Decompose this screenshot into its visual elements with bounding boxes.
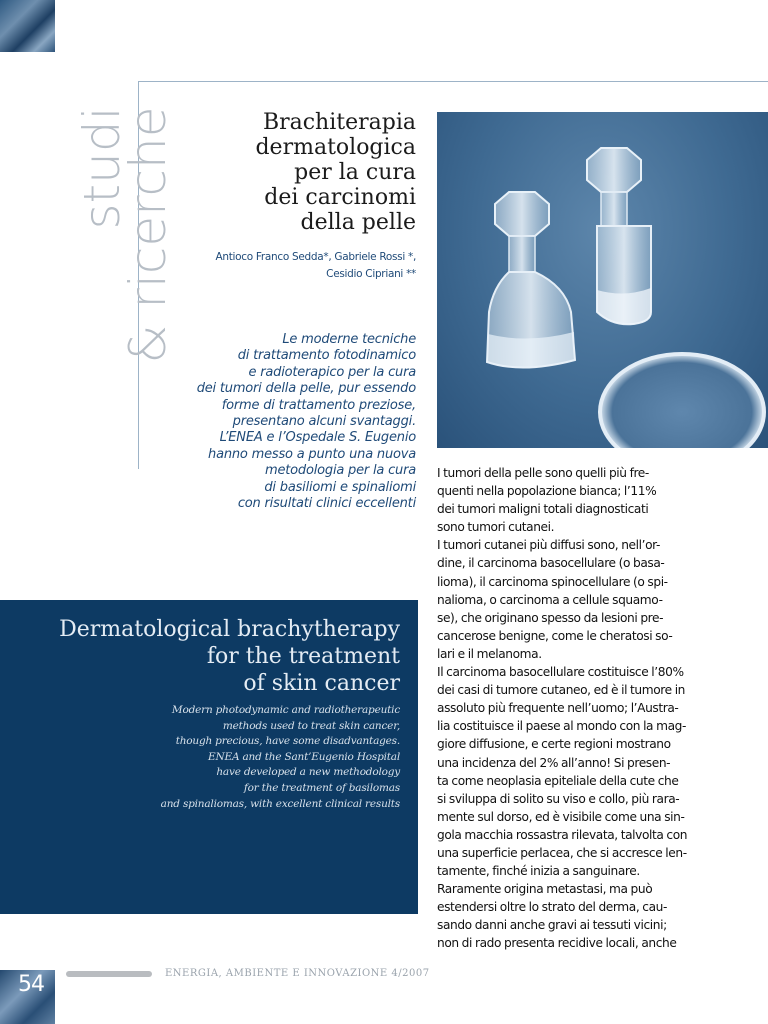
body-line: mente sul dorso, ed è visibile come una sin- <box>437 809 685 824</box>
authors-line: Antioco Franco Sedda*, Gabriele Rossi *, <box>215 251 416 263</box>
top-rule <box>138 81 768 82</box>
english-abstract-line: though precious, have some disadvantages. <box>175 735 400 748</box>
body-line: lari e il melanoma. <box>437 646 542 661</box>
footer-bar <box>66 971 152 977</box>
body-line: estendersi oltre lo strato del derma, cau- <box>437 900 667 915</box>
abstract-line: con risultati clinici eccellenti <box>237 496 416 512</box>
english-abstract-line: ENEA and the Sant’Eugenio Hospital <box>208 750 400 763</box>
abstract-line: dei tumori della pelle, pur essendo <box>196 381 416 397</box>
english-abstract <box>100 703 400 812</box>
english-title-line: for the treatment <box>206 644 400 669</box>
body-line: se), che originano spesso da lesioni pre- <box>437 610 664 625</box>
body-line: cancerose benigne, come le cheratosi so- <box>437 628 673 643</box>
abstract-line: forme di trattamento preziose, <box>221 397 416 413</box>
left-vial-neck <box>509 236 535 272</box>
body-line: sono tumori cutanei. <box>437 520 555 535</box>
vials-photo <box>437 112 768 448</box>
section-label <box>73 106 177 364</box>
body-line: gola macchia rossastra rilevata, talvolta con <box>437 827 688 842</box>
abstract-line: metodologia per la cura <box>265 463 416 479</box>
body-line: I tumori della pelle sono quelli più fre- <box>437 466 649 480</box>
abstract-line: e radioterapico per la cura <box>248 364 416 380</box>
title-line: della pelle <box>300 210 416 235</box>
article-title <box>166 110 416 235</box>
left-vial-cap <box>495 192 549 236</box>
authors <box>166 249 416 283</box>
abstract-line: presentano alcuni svantaggi. <box>232 414 416 430</box>
section-label-line2: & ricerche <box>119 106 177 364</box>
abstract-line: Le moderne tecniche <box>282 332 416 347</box>
vials-illustration <box>437 112 768 448</box>
english-title-line: of skin cancer <box>243 671 400 696</box>
body-line: ta come neoplasia epiteliale della cute che <box>437 773 679 788</box>
body-line: una superficie perlacea, che si accresce len- <box>437 845 687 860</box>
body-line: lioma), il carcinoma spinocellulare (o spi- <box>437 574 668 589</box>
journal-footer: ENERGIA, AMBIENTE E INNOVAZIONE 4/2007 <box>165 968 430 979</box>
right-vial-cap <box>587 148 641 192</box>
english-title <box>10 616 400 697</box>
italian-abstract <box>146 332 416 512</box>
body-line: dine, il carcinoma basocellulare (o basa- <box>437 556 665 571</box>
title-line: dermatologica <box>255 135 416 160</box>
authors-line: Cesidio Cipriani ** <box>326 268 416 280</box>
body-line: lia costituisce il paese al mondo con la mag- <box>437 719 686 734</box>
corner-photo-top <box>0 0 55 52</box>
english-abstract-line: Modern photodynamic and radiotherapeutic <box>171 704 400 716</box>
body-line: tamente, finché inizia a sanguinare. <box>437 864 640 879</box>
english-abstract-line: methods used to treat skin cancer, <box>222 719 400 732</box>
abstract-line: di trattamento fotodinamico <box>237 348 416 364</box>
english-summary-box <box>0 600 418 914</box>
body-line: I tumori cutanei più diffusi sono, nell’or- <box>437 538 660 553</box>
right-vial-neck <box>601 192 627 226</box>
abstract-line: L’ENEA e l’Ospedale S. Eugenio <box>219 430 416 446</box>
body-text <box>437 464 695 953</box>
body-line: non di rado presenta recidive locali, anche <box>437 936 677 951</box>
abstract-line: di basiliomi e spinaliomi <box>264 479 416 495</box>
title-line: dei carcinomi <box>264 185 416 210</box>
english-title-line: Dermatological brachytherapy <box>59 617 400 642</box>
page-number: 54 <box>18 972 44 997</box>
title-line: per la cura <box>294 160 416 185</box>
body-line: dei tumori maligni totali diagnosticati <box>437 502 649 517</box>
body-line: nalioma, o carcinoma a cellule squamo- <box>437 592 663 607</box>
body-line: sando danni anche gravi ai tessuti vicini; <box>437 918 667 933</box>
section-label-line1: studi <box>73 106 131 230</box>
body-line: dei casi di tumore cutaneo, ed è il tumore in <box>437 683 685 698</box>
body-line: si sviluppa di solito su viso e collo, più rara- <box>437 791 680 806</box>
body-line: una incidenza del 2% all’anno! Si presen- <box>437 755 671 770</box>
abstract-line: hanno messo a punto una nuova <box>208 446 416 462</box>
body-line: Raramente origina metastasi, ma può <box>437 882 653 897</box>
body-line: assoluto più frequente nell’uomo; l’Austra- <box>437 701 679 716</box>
body-line: Il carcinoma basocellulare costituisce l’80% <box>437 665 684 680</box>
body-line: quenti nella popolazione bianca; l’11% <box>437 484 657 499</box>
petri-dish <box>600 354 764 448</box>
english-abstract-line: and spinaliomas, with excellent clinical results <box>160 797 400 810</box>
body-line: giore diffusione, e certe regioni mostrano <box>437 737 671 752</box>
english-abstract-line: have developed a new methodology <box>216 766 400 779</box>
title-line: Brachiterapia <box>262 110 416 135</box>
english-abstract-line: for the treatment of basilomas <box>243 781 400 794</box>
